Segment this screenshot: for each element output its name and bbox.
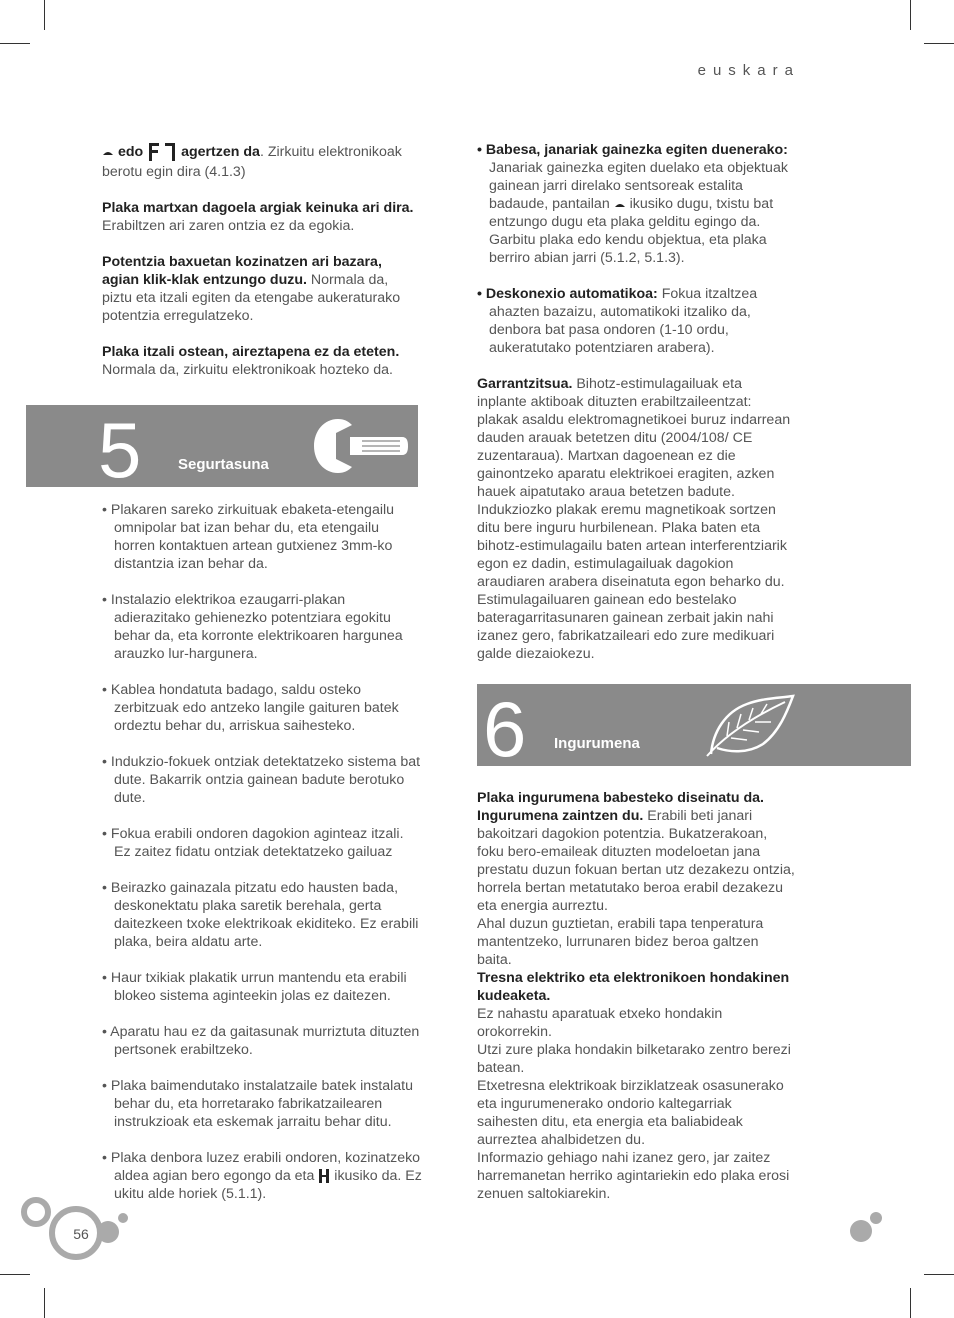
crop-mark bbox=[0, 43, 30, 44]
intro-bold: Potentzia baxuetan kozinatzen ari bazara, agian klik-klak entzungo duzu. bbox=[102, 254, 382, 288]
garrantzitsua-paragraph bbox=[477, 375, 793, 663]
list-item: • Beirazko gainazala pitzatu edo hausten bada, deskonektatu plaka saretik berehala, gerta daitezkeen txoke elektrikoak ekiditeko. Ez erabili plaka, beira aldatu arte. bbox=[102, 880, 419, 950]
garrantzitsua-text: Bihotz-estimulagailuak eta inplante aktiboak dituzten erabiltzaileentzat: plakak asaldu elektromagnetikoei buruz indarrean dauden arauak betetzen ditu (2004/108/ CE zuzentaraua). Martxan dagoenean ez die gainontzeko aparatu elektrikoei eragiten, azken hauek aipatutako araua betetzen badute. Indukziozko plakak eremu magnetikoak sortzen ditu bere inguru hurbilenean. Plaka baten eta bihotz-estimulagailu baten artean interferentziarik egon ez dadin, estimulagailuak dagokion araudiaren arabera diseinatuta egon beharko du. Estimulagailuaren gainean edo bestelako bateragarritasunaren gainean zerbait jakin nahi izanez gero, fabrikatzaileari edo zure medikuari galde diezaiokezu. bbox=[477, 376, 791, 662]
intro-paragraph bbox=[102, 253, 420, 325]
deskonexio-bold: • Deskonexio automatikoa: bbox=[477, 286, 658, 302]
list-item: • Instalazio elektrikoa ezaugarri-plakan adierazitako gehienezko potentziara egokitu behar da, eta korronte elektrikoaren hargunea arauzko lur-hargunera. bbox=[102, 592, 403, 662]
list-item-text: ikusiko da. Ez ukitu alde horiek (5.1.1). bbox=[114, 1168, 422, 1202]
wrench-icon bbox=[310, 415, 410, 477]
crop-mark bbox=[910, 0, 911, 30]
env-paragraph bbox=[477, 969, 795, 1005]
list-item: • Plaka baimendutako instalatzaile batek instalatu behar du, eta horretarako fabrikatzailearen instrukzioak eta eskemak jarraitu behar ditu. bbox=[102, 1078, 413, 1130]
list-item: • Haur txikiak plakatik urrun mantendu eta erabili blokeo sistema aginteekin jolas ez daitezen. bbox=[102, 970, 407, 1004]
crop-mark bbox=[924, 1274, 954, 1275]
list-item-text: • Plaka denbora luzez erabili ondoren, kozinatzeko aldea agian bero egongo da eta bbox=[102, 1150, 421, 1184]
dash-icon bbox=[102, 148, 114, 156]
intro-bold: Plaka martxan dagoela argiak keinuka ari dira. bbox=[102, 200, 414, 216]
babesa-bold: • Babesa, janariak gainezka egiten duenerako: bbox=[477, 142, 788, 158]
intro-paragraph bbox=[102, 141, 420, 181]
intro-paragraph bbox=[102, 343, 420, 379]
env-bold: Tresna elektriko eta elektronikoen hondakinen kudeaketa. bbox=[477, 970, 790, 1004]
deskonexio-text: Fokua itzaltzea ahazten bazaizu, automatikoki itzaliko da, denbora bat pasa ondoren (1-10 ordu, aukeratutako potentziaren arabera). bbox=[489, 286, 758, 356]
section-title: Segurtasuna bbox=[178, 456, 269, 473]
right-column bbox=[477, 141, 797, 663]
section-6-header bbox=[477, 684, 911, 773]
env-text: Erabili beti janari bakoitzari dagokion potentzia. Bukatzerakoan, foku bero-emaileak dituzten modeloetan jana prestatu duzun fokuan bertan utz dezakezu ontzia, horrela bertan metatutako beroa erabil dezakezu eta energia aurreztu. bbox=[477, 808, 795, 914]
list-item bbox=[102, 1149, 422, 1203]
intro-paragraph bbox=[102, 199, 420, 235]
list-item: • Indukzio-fokuek ontziak detektatzeko sistema bat dute. Bakarrik ontzia gainean badute berotuko dute. bbox=[102, 754, 421, 806]
environment-text bbox=[477, 789, 795, 1203]
garrantzitsua-bold: Garrantzitsua. bbox=[477, 376, 573, 392]
section-number: 5 bbox=[98, 406, 142, 494]
decorative-dots bbox=[846, 1206, 886, 1246]
section-title: Ingurumena bbox=[554, 735, 640, 752]
crop-mark bbox=[44, 0, 45, 30]
f-display-icon bbox=[147, 141, 177, 163]
env-paragraph: Etxetresna elektrikoak birziklatzeak osasunerako eta ingurumenerako ondorio kaltegarriak saihesten ditu, eta energia eta baliabideak aurreztea ahalbidetzen du. bbox=[477, 1078, 784, 1148]
babesa-text: ikusiko dugu, txistu bat entzungo dugu eta plaka gelditu egingo da. Garbitu plaka edo kendu objektua, eta plaka berriro abian jarri (5.1.2, 5.1.3). bbox=[489, 196, 774, 266]
list-item: • Fokua erabili ondoren dagokion aginteaz itzali. Ez zaitez fidatu ontziak detektatzeko gailuaz bbox=[102, 826, 404, 860]
intro-text: Normala da, piztu eta itzali egiten da etengabe aukeraturako potentzia erregulatzeko. bbox=[102, 272, 401, 324]
env-paragraph: Utzi zure plaka hondakin bilketarako zentro berezi batean. bbox=[477, 1042, 791, 1076]
crop-mark bbox=[924, 43, 954, 44]
env-paragraph: Ez nahastu aparatuak etxeko hondakin orokorrekin. bbox=[477, 1006, 723, 1040]
list-item: • Aparatu hau ez da gaitasunak murriztuta dituzten pertsonek erabiltzeko. bbox=[102, 1024, 420, 1058]
language-label: euskara bbox=[697, 62, 800, 79]
section-5-header bbox=[26, 405, 418, 494]
crop-mark bbox=[44, 1288, 45, 1318]
babesa-paragraph bbox=[477, 141, 797, 267]
env-paragraph bbox=[477, 789, 795, 915]
safety-list bbox=[102, 501, 422, 1203]
intro-b-pre: edo bbox=[117, 143, 144, 160]
env-bold: Plaka ingurumena babesteko diseinatu da. Ingurumena zaintzen du. bbox=[477, 790, 764, 824]
section-number: 6 bbox=[483, 685, 527, 773]
intro-b-post: agertzen da bbox=[181, 143, 260, 160]
babesa-text: Janariak gainezka egiten duelako eta objektuak gainean jarri direlako sentsoreak estalita badaude, pantailan bbox=[489, 160, 788, 212]
page-number: 56 bbox=[73, 1226, 89, 1242]
dash-icon bbox=[614, 200, 626, 208]
left-intro bbox=[102, 141, 420, 379]
leaf-icon bbox=[703, 692, 795, 758]
deskonexio-paragraph bbox=[477, 285, 797, 357]
env-paragraph: Ahal duzun guztietan, erabili tapa tenperatura mantentzeko, lurrunaren bidez beroa galtzen baita. bbox=[477, 916, 764, 968]
intro-text: Erabiltzen ari zaren ontzia ez da egokia. bbox=[102, 218, 355, 234]
intro-bold: Plaka itzali ostean, aireztapena ez da eteten. bbox=[102, 344, 400, 360]
list-item: • Kablea hondatuta badago, saldu osteko zerbitzuak edo antzeko langile gaituren batek ordeztu behar du, arriskua saihesteko. bbox=[102, 682, 399, 734]
env-paragraph: Informazio gehiago nahi izanez gero, jar zaitez harremanetan herriko agintariekin edo plaka erosi zenuen saltokiarekin. bbox=[477, 1150, 790, 1202]
h-display-icon bbox=[318, 1168, 330, 1184]
list-item: • Plakaren sareko zirkuituak ebaketa-etengailu omnipolar bat izan behar du, eta etengailu horren kontaktuen artean gutxienez 3mm-ko distantzia izan behar da. bbox=[102, 502, 395, 572]
crop-mark bbox=[910, 1288, 911, 1318]
intro-text: Normala da, zirkuitu elektronikoak hozteko da. bbox=[102, 362, 393, 378]
intro-text: . Zirkuitu elektronikoak berotu egin dira (4.1.3) bbox=[102, 143, 402, 180]
